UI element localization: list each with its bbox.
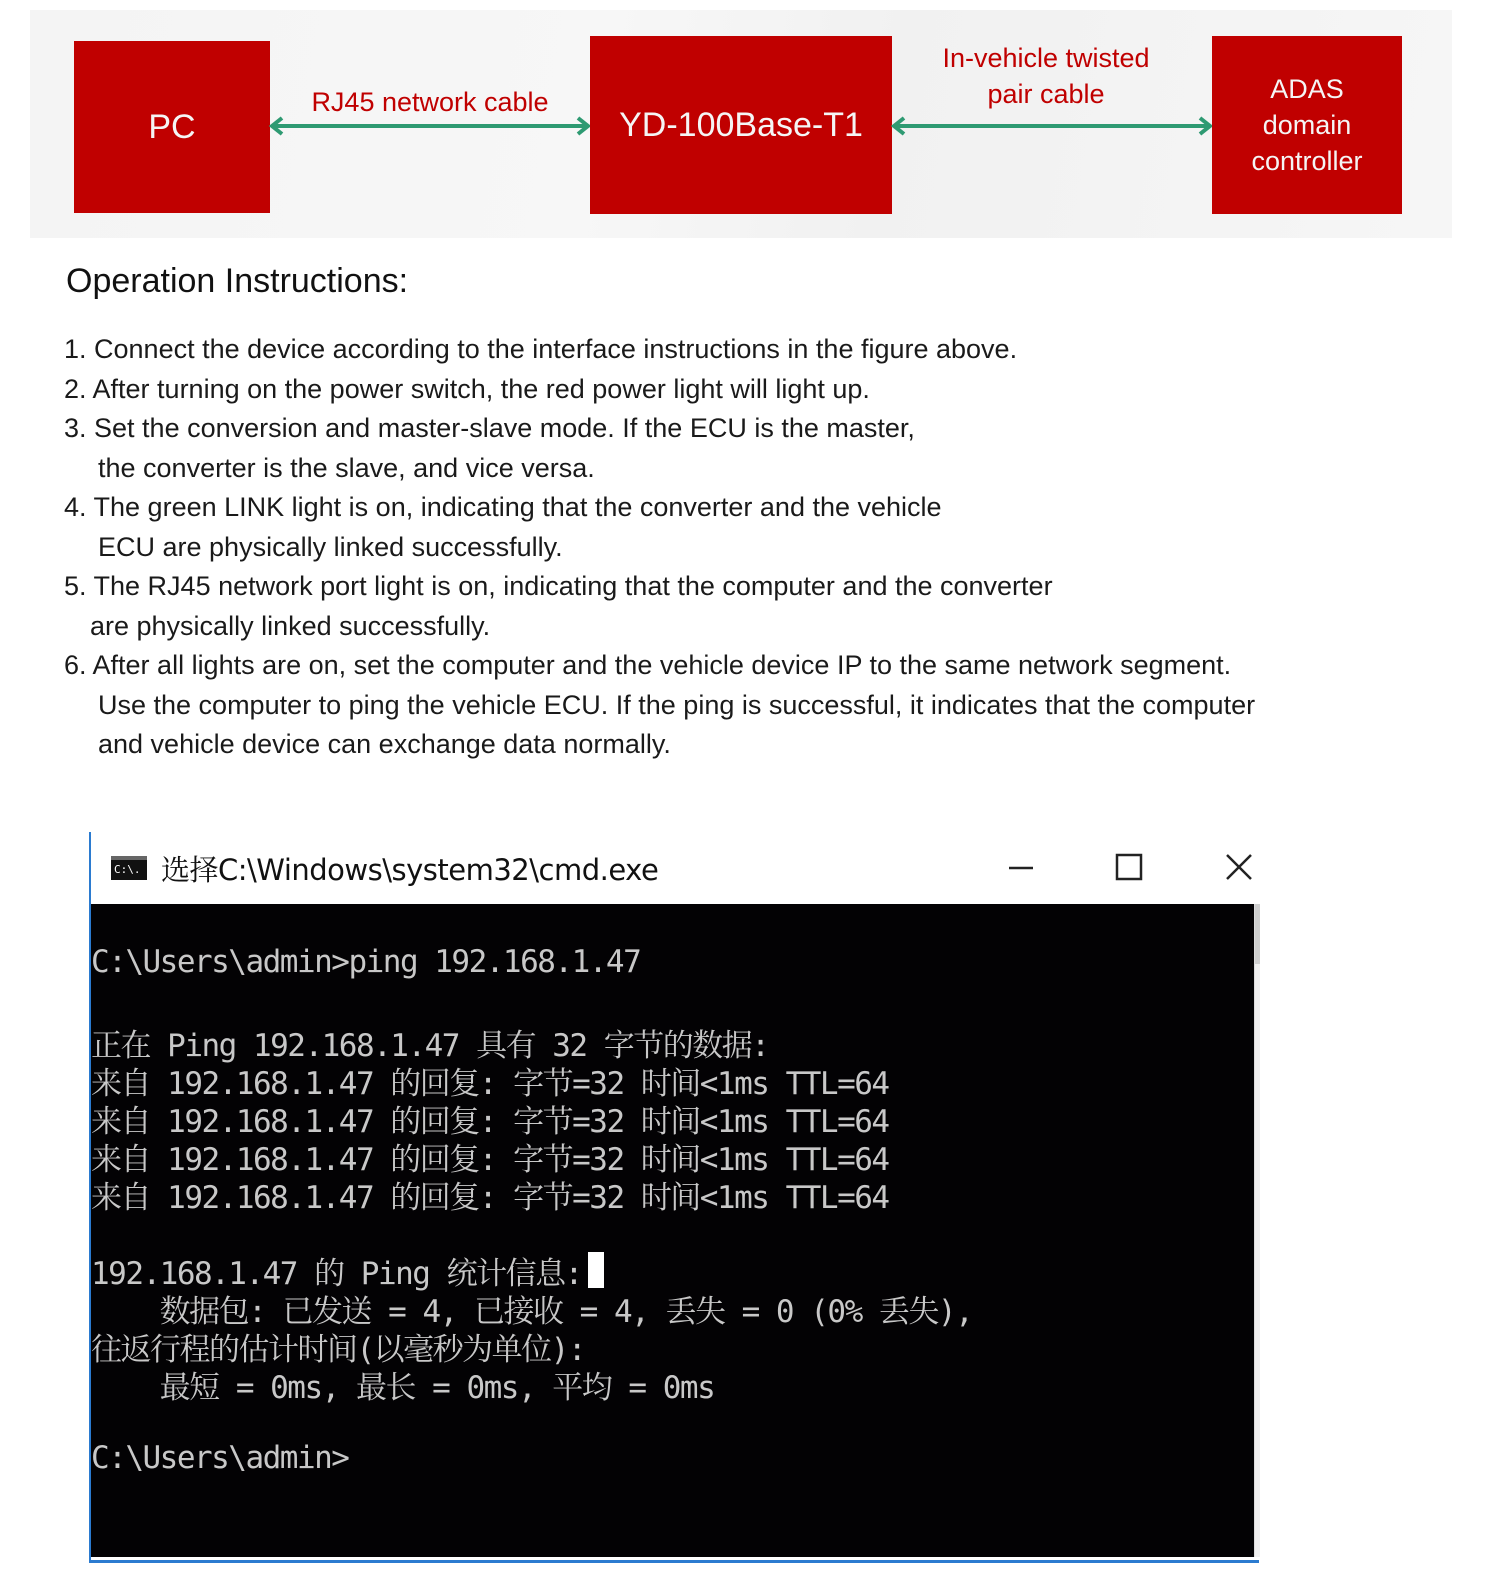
twisted-pair-label-line: In-vehicle twisted — [942, 43, 1150, 73]
maximize-button[interactable] — [1099, 844, 1159, 890]
step-3-continued: the converter is the slave, and vice versa. — [98, 452, 595, 483]
console-line-rtt-values: 最短 = 0ms, 最长 = 0ms, 平均 = 0ms — [91, 1370, 715, 1406]
minimize-icon — [1006, 852, 1036, 882]
converter-node — [590, 36, 892, 214]
step-2: 2. After turning on the power switch, the red power light will light up. — [64, 373, 870, 404]
pc-label: PC — [148, 107, 196, 146]
step-3: 3. Set the conversion and master-slave mode. If the ECU is the master, — [64, 413, 915, 443]
step-1: 1. Connect the device according to the interface instructions in the figure above. — [64, 334, 1018, 364]
console-line-reply: 来自 192.168.1.47 的回复: 字节=32 时间<1ms TTL=64 — [91, 1180, 889, 1216]
console-line-packets: 数据包: 已发送 = 4, 已接收 = 4, 丢失 = 0 (0% 丢失), — [91, 1294, 973, 1330]
title-bar[interactable] — [91, 832, 1259, 902]
step-6: 6. After all lights are on, set the computer and the vehicle device IP to the same network segment. — [64, 650, 1232, 680]
step-6-continued: Use the computer to ping the vehicle ECU. If the ping is successful, it indicates that the computer — [98, 689, 1256, 720]
close-button[interactable] — [1209, 844, 1269, 890]
connection-diagram — [30, 10, 1452, 238]
close-icon — [1224, 852, 1254, 882]
instructions-heading: Operation Instructions: — [66, 262, 409, 300]
console-line-rtt-header: 往返行程的估计时间(以毫秒为单位): — [91, 1332, 585, 1368]
minimize-button[interactable] — [991, 844, 1051, 890]
cmd-app-icon: C:\. — [111, 856, 147, 880]
console-line-reply: 来自 192.168.1.47 的回复: 字节=32 时间<1ms TTL=64 — [91, 1066, 889, 1102]
converter-label: YD-100Base-T1 — [619, 105, 863, 144]
scrollbar-thumb[interactable] — [1255, 904, 1260, 964]
rj45-double-arrow-icon — [268, 116, 592, 136]
step-5: 5. The RJ45 network port light is on, indicating that the computer and the converter — [64, 571, 1053, 601]
twisted-pair-cable-label — [910, 40, 1182, 112]
console-line-reply: 来自 192.168.1.47 的回复: 字节=32 时间<1ms TTL=64 — [91, 1142, 889, 1178]
adas-label-line: controller — [1251, 146, 1363, 176]
instructions-list — [64, 330, 1255, 765]
twisted-pair-double-arrow-icon — [890, 116, 1214, 136]
adas-controller-node — [1212, 36, 1402, 214]
step-4-continued: ECU are physically linked successfully. — [98, 531, 563, 562]
pc-node — [74, 41, 270, 213]
vertical-scrollbar[interactable] — [1254, 904, 1260, 1557]
console-line-ping-header: 正在 Ping 192.168.1.47 具有 32 字节的数据: — [91, 1028, 769, 1064]
twisted-pair-label-line: pair cable — [987, 79, 1105, 109]
console-line-command: C:\Users\admin>ping 192.168.1.47 — [91, 944, 641, 980]
console-line-prompt: C:\Users\admin> — [91, 1440, 349, 1476]
cmd-window — [89, 832, 1259, 1563]
maximize-icon — [1114, 852, 1144, 882]
step-5-continued: are physically linked successfully. — [90, 610, 491, 641]
adas-label-line: domain — [1262, 110, 1352, 140]
step-6-continued: and vehicle device can exchange data normally. — [98, 729, 671, 759]
step-4: 4. The green LINK light is on, indicating that the converter and the vehicle — [64, 492, 942, 522]
adas-label-line: ADAS — [1270, 74, 1344, 104]
text-cursor — [588, 1252, 604, 1288]
console-line-reply: 来自 192.168.1.47 的回复: 字节=32 时间<1ms TTL=64 — [91, 1104, 889, 1140]
stats-header-text: 192.168.1.47 的 Ping 统计信息: — [91, 1256, 582, 1292]
rj45-cable-label: RJ45 network cable — [311, 87, 549, 117]
window-title: 选择C:\Windows\system32\cmd.exe — [161, 853, 659, 887]
console-output[interactable] — [91, 904, 1254, 1557]
